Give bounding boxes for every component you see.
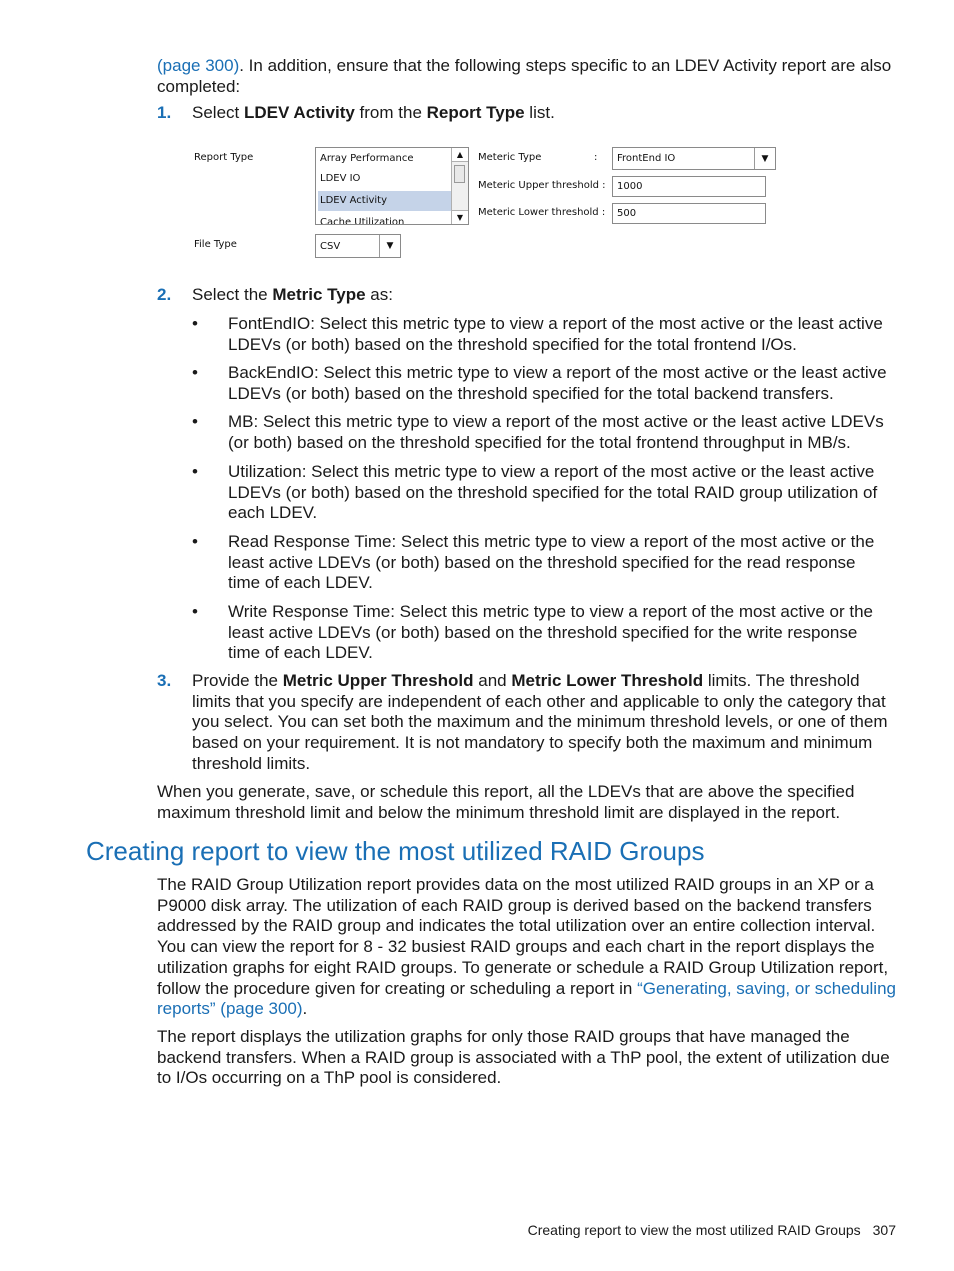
list-item [192,602,892,665]
step-3 [157,671,899,776]
scroll-down-icon[interactable]: ▼ [452,210,468,224]
chevron-down-icon[interactable]: ▼ [754,148,775,169]
intro-paragraph [157,56,899,97]
step-text: Provide the Metric Upper Threshold and Metric Lower Threshold limits. The threshold limits that you specify are independent of each other and applicable to only the category that you select. You can set both the maximum and the minimum threshold levels, or one of them based on your requirement. It is not mandatory to specify both the maximum and minimum threshold limits. [192,671,888,773]
file-type-label: File Type [194,239,237,250]
file-type-select[interactable] [315,234,401,258]
bullet-icon: • [192,412,198,431]
upper-threshold-value: 1000 [617,181,643,192]
list-item[interactable]: Array Performance [320,153,414,164]
footer-title: Creating report to view the most utilized RAID Groups [527,1222,861,1238]
bullet-text: Read Response Time: Select this metric type to view a report of the most active or the least active LDEVs (or both) based on the threshold specified for the read response time of each LDEV. [228,532,875,593]
lower-threshold-value: 500 [617,208,637,219]
report-type-list[interactable] [315,147,469,225]
closing-paragraph: When you generate, save, or schedule this report, all the LDEVs that are above the specified maximum threshold limit and below the minimum threshold limit are displayed in the report. [157,782,855,822]
metric-type-label: Meteric Type [478,152,542,163]
file-type-value: CSV [320,240,341,252]
metric-type-colon: : [594,152,598,163]
intro-text: . In addition, ensure that the following steps specific to an LDEV Activity report are also completed: [157,56,892,96]
bullet-icon: • [192,363,198,382]
report-type-label: Report Type [194,152,254,163]
metric-type-value: FrontEnd IO [617,153,676,164]
body-paragraph: The RAID Group Utilization report provides data on the most utilized RAID groups in an XP or a P9000 disk array. The utilization of each RAID group is derived based on the backend transfers addressed by the RAID group and indicates the total utilization over an entire collection interval. You can view the report for 8 - 32 busiest RAID groups and each chart in the report displays the utilization graphs for eight RAID groups. To generate or schedule a RAID Group Utilization report, follow the procedure given for creating or scheduling a report in “Generating, saving, or scheduling reports” (page 300). [157,875,896,1019]
section-heading: Creating report to view the most utilized RAID Groups [86,836,705,866]
page-number: 307 [872,1222,896,1238]
metric-type-select[interactable] [612,147,776,170]
bullet-icon: • [192,314,198,333]
step-2 [157,285,899,306]
bullet-text: MB: Select this metric type to view a report of the most active or the least active LDEVs (or both) based on the threshold specified for the total frontend throughput in MB/s. [228,412,884,452]
bullet-text: Utilization: Select this metric type to view a report of the most active or the least active LDEVs (or both) based on the threshold specified for the total RAID group utilization of each LDEV. [228,462,878,523]
bullet-icon: • [192,462,198,481]
list-item[interactable]: LDEV IO [320,173,361,184]
bullet-text: FontEndIO: Select this metric type to view a report of the most active or the least active LDEVs (or both) based on the threshold specified for the total frontend I/Os. [228,314,883,354]
list-item [192,314,892,356]
list-item-selected[interactable]: LDEV Activity [318,191,451,211]
step-number: 2. [157,285,172,304]
bullet-icon: • [192,532,198,551]
list-item [192,363,892,405]
list-item [192,462,892,525]
upper-threshold-input[interactable] [612,176,766,197]
step-text: Select the Metric Type as: [192,285,393,304]
list-item [192,532,892,595]
cross-reference-link[interactable]: “Generating, saving, or scheduling reports” (page 300) [157,978,896,1019]
page-footer [528,1222,896,1238]
bullet-text: Write Response Time: Select this metric type to view a report of the most active or the least active LDEVs (or both) based on the threshold specified for the write response time of each LDEV. [228,602,874,663]
upper-threshold-label: Meteric Upper threshold : [478,180,606,191]
list-item [192,412,892,454]
bullet-text: BackEndIO: Select this metric type to view a report of the most active or the least active LDEVs (or both) based on the threshold specified for the total backend transfers. [228,363,887,403]
lower-threshold-input[interactable] [612,203,766,224]
bullet-icon: • [192,602,198,621]
list-item[interactable]: Cache Utilization [320,217,405,225]
body-paragraph: The report displays the utilization graphs for only those RAID groups that have managed the backend transfers. When a RAID group is associated with a ThP pool, the extent of utilization due to I/Os occurring on a ThP pool is considered. [157,1027,890,1088]
step-number: 3. [157,671,172,690]
step-1 [157,103,899,124]
page-link[interactable]: (page 300) [157,56,240,75]
chevron-down-icon[interactable]: ▼ [379,235,400,257]
report-settings-figure [190,144,780,264]
step-text: Select LDEV Activity from the Report Type list. [192,103,555,122]
list-scrollbar[interactable] [451,148,468,224]
step-number: 1. [157,103,172,122]
scroll-up-icon[interactable]: ▲ [452,148,468,162]
scroll-thumb[interactable] [454,165,465,183]
lower-threshold-label: Meteric Lower threshold : [478,207,606,218]
